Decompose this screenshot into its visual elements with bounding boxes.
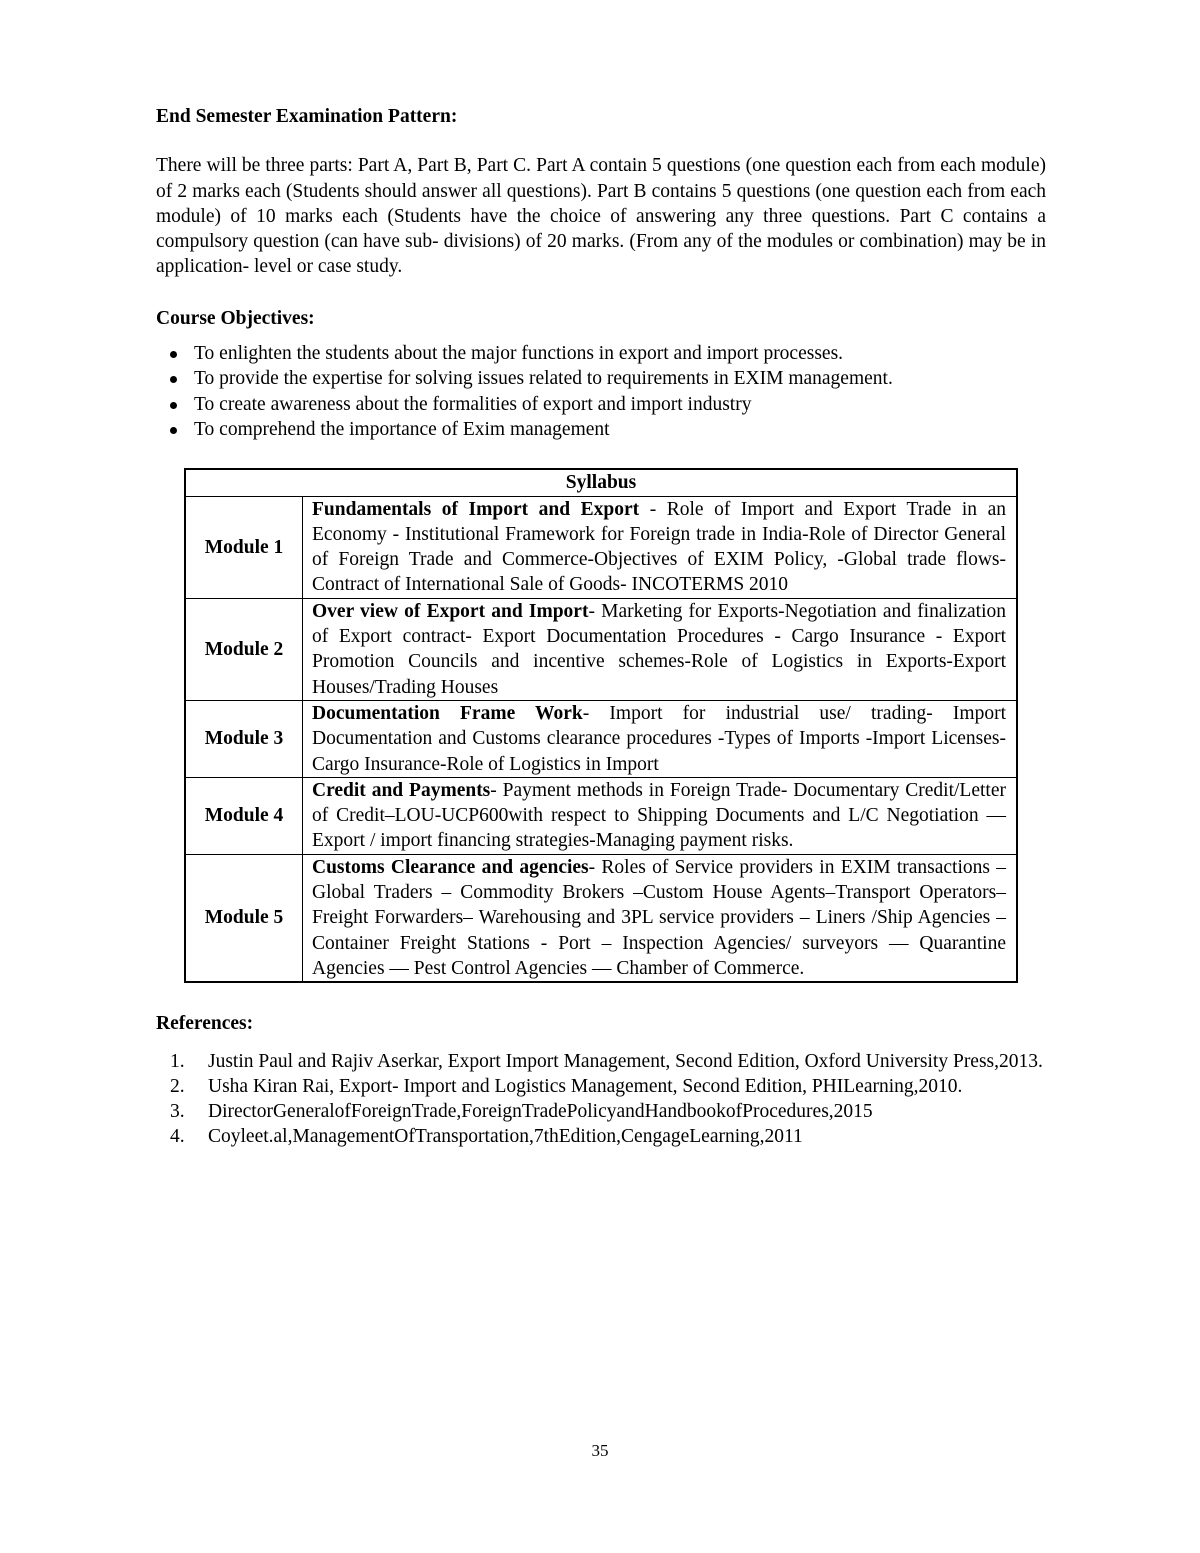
module-title: Customs Clearance and agencies xyxy=(312,856,589,878)
reference-number: 1. xyxy=(170,1050,185,1072)
syllabus-header: Syllabus xyxy=(185,469,1017,496)
table-row xyxy=(185,777,1017,854)
module-description: - Role of Import and Export Trade in an Economy - Institutional Framework for Foreign trade in India-Role of Director General of Foreign Trade and Commerce-Objectives of EXIM Policy, -Global trade flows-Contract of International Sale of Goods- INCOTERMS 2010 xyxy=(312,498,1006,596)
module-name: Module 3 xyxy=(185,700,303,777)
reference-text: Coyleet.al,ManagementOfTransportation,7thEdition,CengageLearning,2011 xyxy=(208,1126,803,1148)
module-description: - Payment methods in Foreign Trade- Documentary Credit/Letter of Credit–LOU-UCP600with respect to Shipping Documents and L/C Negotiation — Export / import financing strategies-Managing payment risks. xyxy=(312,779,1006,852)
reference-number: 3. xyxy=(170,1101,185,1123)
module-name: Module 5 xyxy=(185,854,303,982)
syllabus-header-row xyxy=(185,469,1017,496)
syllabus-table xyxy=(184,468,1018,983)
module-title: Fundamentals of Import and Export xyxy=(312,498,640,520)
table-row xyxy=(185,854,1017,982)
references-list xyxy=(156,1049,1046,1150)
objective-item: To create awareness about the formalities of export and import industry xyxy=(156,392,1046,417)
module-name: Module 1 xyxy=(185,496,303,598)
module-content xyxy=(303,598,1018,700)
reference-text: DirectorGeneralofForeignTrade,ForeignTradePolicyandHandbookofProcedures,2015 xyxy=(208,1101,873,1123)
reference-item xyxy=(156,1124,1046,1149)
table-row xyxy=(185,598,1017,700)
module-content xyxy=(303,854,1018,982)
reference-item xyxy=(156,1049,1046,1074)
page-content xyxy=(156,104,1046,1150)
reference-number: 2. xyxy=(170,1075,185,1097)
reference-text: Justin Paul and Rajiv Aserkar, Export Import Management, Second Edition, Oxford University Press,2013. xyxy=(208,1050,1043,1072)
exam-pattern-text: There will be three parts: Part A, Part B, Part C. Part A contain 5 questions (one question each from each module) of 2 marks each (Students should answer all questions). Part B contains 5 questions (one question each from each module) of 10 marks each (Students have the choice of answering any three questions. Part C contains a compulsory question (can have sub- divisions) of 20 marks. (From any of the modules or combination) may be in application- level or case study. xyxy=(156,155,1046,278)
reference-item xyxy=(156,1099,1046,1124)
module-name: Module 4 xyxy=(185,777,303,854)
module-title: Credit and Payments xyxy=(312,779,491,801)
module-title: Over view of Export and Import xyxy=(312,600,589,622)
course-objectives-heading: Course Objectives: xyxy=(156,307,315,329)
objective-item: To enlighten the students about the major functions in export and import processes. xyxy=(156,341,1046,366)
module-content xyxy=(303,700,1018,777)
table-row xyxy=(185,700,1017,777)
page-number: 35 xyxy=(591,1441,609,1460)
reference-text: Usha Kiran Rai, Export- Import and Logistics Management, Second Edition, PHILearning,2010. xyxy=(208,1075,963,1097)
module-description: - Import for industrial use/ trading- Import Documentation and Customs clearance procedures -Types of Imports -Import Licenses-Cargo Insurance-Role of Logistics in Import xyxy=(312,702,1006,775)
table-row xyxy=(185,496,1017,598)
references-heading: References: xyxy=(156,1013,254,1035)
module-content xyxy=(303,777,1018,854)
reference-item xyxy=(156,1074,1046,1099)
course-objectives-list xyxy=(156,341,1046,442)
reference-number: 4. xyxy=(170,1126,185,1148)
objective-item: To comprehend the importance of Exim management xyxy=(156,417,1046,442)
exam-pattern-heading: End Semester Examination Pattern: xyxy=(156,106,458,127)
module-name: Module 2 xyxy=(185,598,303,700)
module-title: Documentation Frame Work xyxy=(312,702,583,724)
objective-item: To provide the expertise for solving issues related to requirements in EXIM management. xyxy=(156,366,1046,391)
module-content xyxy=(303,496,1018,598)
module-description: - Roles of Service providers in EXIM transactions – Global Traders – Commodity Brokers –Custom House Agents–Transport Operators–Freight Forwarders– Warehousing and 3PL service providers – Liners /Ship Agencies – Container Freight Stations - Port – Inspection Agencies/ surveyors — Quarantine Agencies — Pest Control Agencies — Chamber of Commerce. xyxy=(312,856,1006,979)
module-description: - Marketing for Exports-Negotiation and finalization of Export contract- Export Documentation Procedures - Cargo Insurance - Export Promotion Councils and incentive schemes-Role of Logistics in Exports-Export Houses/Trading Houses xyxy=(312,600,1006,698)
